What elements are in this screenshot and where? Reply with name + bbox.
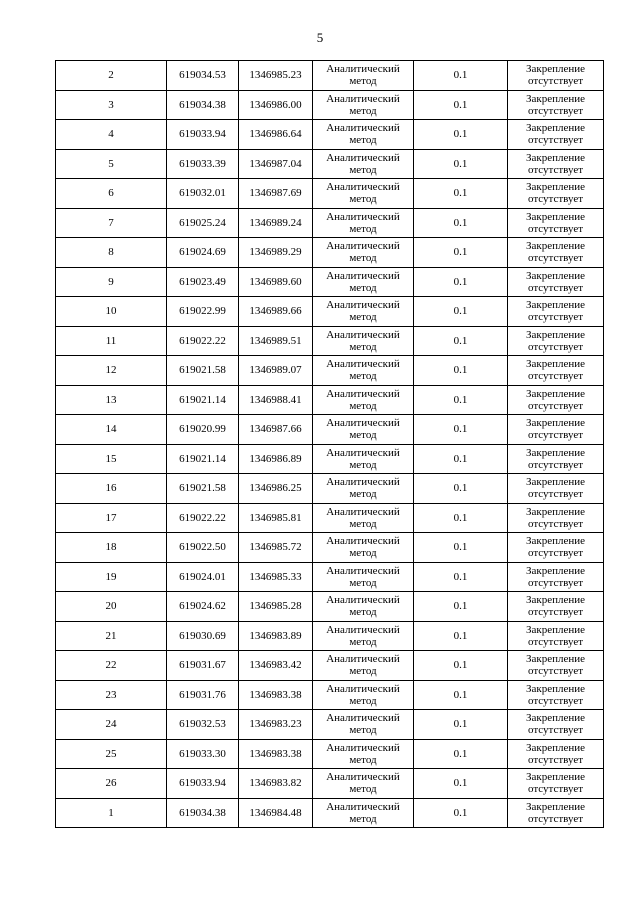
fixation-cell (508, 326, 604, 356)
method-line-1: Аналитический (326, 122, 400, 135)
table-row (56, 651, 604, 681)
fixation-line-1: Закрепление (525, 505, 586, 518)
y-coordinate: 1346989.60 (239, 267, 313, 297)
method-line-1: Аналитический (326, 63, 400, 76)
table-row (56, 326, 604, 356)
x-coordinate: 619024.69 (167, 238, 239, 268)
method-cell (313, 444, 414, 474)
point-number: 25 (56, 739, 167, 769)
method-cell (313, 90, 414, 120)
table-row (56, 533, 604, 563)
y-coordinate: 1346987.04 (239, 149, 313, 179)
y-coordinate: 1346989.24 (239, 208, 313, 238)
method-line-1: Аналитический (326, 210, 400, 223)
fixation-line-2: отсутствует (527, 134, 584, 147)
fixation-cell (508, 238, 604, 268)
method-line-1: Аналитический (326, 269, 400, 282)
method-line-1: Аналитический (326, 151, 400, 164)
x-coordinate: 619021.14 (167, 385, 239, 415)
y-coordinate: 1346985.23 (239, 61, 313, 91)
accuracy-cell: 0.1 (414, 503, 508, 533)
method-line-2: метод (349, 635, 377, 648)
fixation-line-2: отсутствует (527, 281, 584, 294)
method-line-2: метод (349, 75, 377, 88)
x-coordinate: 619022.22 (167, 503, 239, 533)
method-cell (313, 120, 414, 150)
x-coordinate: 619021.58 (167, 474, 239, 504)
method-cell (313, 415, 414, 445)
method-cell (313, 769, 414, 799)
table-row (56, 149, 604, 179)
point-number: 22 (56, 651, 167, 681)
x-coordinate: 619032.53 (167, 710, 239, 740)
fixation-cell (508, 739, 604, 769)
fixation-line-1: Закрепление (525, 122, 586, 135)
x-coordinate: 619034.53 (167, 61, 239, 91)
fixation-line-2: отсутствует (527, 724, 584, 737)
fixation-line-1: Закрепление (525, 771, 586, 784)
method-cell (313, 356, 414, 386)
y-coordinate: 1346989.51 (239, 326, 313, 356)
method-line-2: метод (349, 134, 377, 147)
fixation-line-1: Закрепление (525, 535, 586, 548)
fixation-cell (508, 592, 604, 622)
y-coordinate: 1346983.38 (239, 680, 313, 710)
point-number: 26 (56, 769, 167, 799)
table-body (56, 61, 604, 828)
method-line-1: Аналитический (326, 535, 400, 548)
fixation-line-1: Закрепление (525, 564, 586, 577)
fixation-line-2: отсутствует (527, 753, 584, 766)
accuracy-cell: 0.1 (414, 592, 508, 622)
method-line-1: Аналитический (326, 771, 400, 784)
method-line-1: Аналитический (326, 328, 400, 341)
method-cell (313, 297, 414, 327)
method-line-1: Аналитический (326, 800, 400, 813)
fixation-line-2: отсутствует (527, 576, 584, 589)
method-line-1: Аналитический (326, 653, 400, 666)
x-coordinate: 619034.38 (167, 798, 239, 828)
method-line-1: Аналитический (326, 181, 400, 194)
accuracy-cell: 0.1 (414, 238, 508, 268)
point-number: 6 (56, 179, 167, 209)
method-line-2: метод (349, 104, 377, 117)
table-row (56, 415, 604, 445)
x-coordinate: 619022.99 (167, 297, 239, 327)
point-number: 21 (56, 621, 167, 651)
fixation-line-1: Закрепление (525, 358, 586, 371)
fixation-line-2: отсутствует (527, 370, 584, 383)
method-line-2: метод (349, 783, 377, 796)
fixation-cell (508, 120, 604, 150)
table-row (56, 356, 604, 386)
fixation-line-2: отсутствует (527, 547, 584, 560)
table-row (56, 710, 604, 740)
fixation-line-2: отсутствует (527, 665, 584, 678)
method-line-1: Аналитический (326, 682, 400, 695)
accuracy-cell: 0.1 (414, 90, 508, 120)
method-line-1: Аналитический (326, 446, 400, 459)
method-line-2: метод (349, 458, 377, 471)
method-line-2: метод (349, 576, 377, 589)
table-row (56, 385, 604, 415)
point-number: 9 (56, 267, 167, 297)
method-line-2: метод (349, 753, 377, 766)
y-coordinate: 1346983.23 (239, 710, 313, 740)
x-coordinate: 619033.39 (167, 149, 239, 179)
method-line-2: метод (349, 724, 377, 737)
method-line-1: Аналитический (326, 240, 400, 253)
method-line-1: Аналитический (326, 741, 400, 754)
fixation-cell (508, 149, 604, 179)
fixation-cell (508, 680, 604, 710)
method-cell (313, 179, 414, 209)
fixation-line-1: Закрепление (525, 741, 586, 754)
y-coordinate: 1346989.66 (239, 297, 313, 327)
y-coordinate: 1346983.89 (239, 621, 313, 651)
x-coordinate: 619022.50 (167, 533, 239, 563)
method-cell (313, 326, 414, 356)
coordinates-table (55, 60, 604, 828)
x-coordinate: 619024.01 (167, 562, 239, 592)
table-row (56, 238, 604, 268)
accuracy-cell: 0.1 (414, 120, 508, 150)
method-cell (313, 621, 414, 651)
fixation-cell (508, 503, 604, 533)
fixation-line-1: Закрепление (525, 181, 586, 194)
fixation-line-1: Закрепление (525, 269, 586, 282)
accuracy-cell: 0.1 (414, 149, 508, 179)
method-line-2: метод (349, 665, 377, 678)
fixation-line-1: Закрепление (525, 594, 586, 607)
x-coordinate: 619033.94 (167, 769, 239, 799)
method-line-1: Аналитический (326, 505, 400, 518)
accuracy-cell: 0.1 (414, 415, 508, 445)
y-coordinate: 1346985.72 (239, 533, 313, 563)
method-line-1: Аналитический (326, 476, 400, 489)
table-row (56, 474, 604, 504)
accuracy-cell: 0.1 (414, 61, 508, 91)
fixation-line-1: Закрепление (525, 417, 586, 430)
accuracy-cell: 0.1 (414, 297, 508, 327)
accuracy-cell: 0.1 (414, 680, 508, 710)
point-number: 20 (56, 592, 167, 622)
table-row (56, 592, 604, 622)
method-line-2: метод (349, 281, 377, 294)
y-coordinate: 1346986.89 (239, 444, 313, 474)
fixation-line-2: отсутствует (527, 812, 584, 825)
accuracy-cell: 0.1 (414, 385, 508, 415)
method-line-2: метод (349, 694, 377, 707)
x-coordinate: 619030.69 (167, 621, 239, 651)
point-number: 4 (56, 120, 167, 150)
fixation-cell (508, 444, 604, 474)
method-line-1: Аналитический (326, 92, 400, 105)
x-coordinate: 619020.99 (167, 415, 239, 445)
method-line-1: Аналитический (326, 712, 400, 725)
table-row (56, 267, 604, 297)
method-line-2: метод (349, 547, 377, 560)
accuracy-cell: 0.1 (414, 562, 508, 592)
fixation-line-2: отсутствует (527, 222, 584, 235)
point-number: 12 (56, 356, 167, 386)
fixation-cell (508, 208, 604, 238)
fixation-line-2: отсутствует (527, 517, 584, 530)
fixation-line-2: отсутствует (527, 488, 584, 501)
method-line-1: Аналитический (326, 299, 400, 312)
fixation-cell (508, 651, 604, 681)
accuracy-cell: 0.1 (414, 710, 508, 740)
fixation-line-2: отсутствует (527, 340, 584, 353)
y-coordinate: 1346986.00 (239, 90, 313, 120)
fixation-line-1: Закрепление (525, 299, 586, 312)
method-line-2: метод (349, 488, 377, 501)
y-coordinate: 1346984.48 (239, 798, 313, 828)
method-cell (313, 61, 414, 91)
accuracy-cell: 0.1 (414, 533, 508, 563)
table-row (56, 739, 604, 769)
table-row (56, 208, 604, 238)
method-line-2: метод (349, 429, 377, 442)
point-number: 19 (56, 562, 167, 592)
accuracy-cell: 0.1 (414, 267, 508, 297)
method-cell (313, 208, 414, 238)
fixation-line-2: отсутствует (527, 606, 584, 619)
method-cell (313, 710, 414, 740)
fixation-cell (508, 61, 604, 91)
fixation-line-2: отсутствует (527, 399, 584, 412)
fixation-cell (508, 562, 604, 592)
fixation-line-2: отсутствует (527, 694, 584, 707)
method-line-1: Аналитический (326, 387, 400, 400)
method-cell (313, 238, 414, 268)
fixation-line-2: отсутствует (527, 311, 584, 324)
x-coordinate: 619033.94 (167, 120, 239, 150)
method-line-1: Аналитический (326, 564, 400, 577)
fixation-line-1: Закрепление (525, 92, 586, 105)
fixation-cell (508, 710, 604, 740)
y-coordinate: 1346988.41 (239, 385, 313, 415)
method-line-2: метод (349, 812, 377, 825)
table-row (56, 562, 604, 592)
x-coordinate: 619033.30 (167, 739, 239, 769)
accuracy-cell: 0.1 (414, 651, 508, 681)
method-cell (313, 533, 414, 563)
fixation-cell (508, 356, 604, 386)
accuracy-cell: 0.1 (414, 356, 508, 386)
fixation-line-1: Закрепление (525, 800, 586, 813)
method-line-2: метод (349, 606, 377, 619)
method-cell (313, 503, 414, 533)
table-row (56, 90, 604, 120)
fixation-line-1: Закрепление (525, 328, 586, 341)
page-number: 5 (316, 30, 324, 45)
table-row (56, 297, 604, 327)
fixation-cell (508, 90, 604, 120)
point-number: 17 (56, 503, 167, 533)
method-cell (313, 592, 414, 622)
fixation-line-1: Закрепление (525, 446, 586, 459)
fixation-cell (508, 474, 604, 504)
accuracy-cell: 0.1 (414, 798, 508, 828)
method-line-2: метод (349, 340, 377, 353)
table-row (56, 798, 604, 828)
method-cell (313, 149, 414, 179)
method-cell (313, 267, 414, 297)
fixation-line-1: Закрепление (525, 63, 586, 76)
method-line-2: метод (349, 222, 377, 235)
y-coordinate: 1346986.64 (239, 120, 313, 150)
fixation-line-2: отсутствует (527, 429, 584, 442)
fixation-line-2: отсутствует (527, 193, 584, 206)
fixation-line-1: Закрепление (525, 712, 586, 725)
fixation-line-1: Закрепление (525, 623, 586, 636)
table-row (56, 621, 604, 651)
fixation-cell (508, 267, 604, 297)
y-coordinate: 1346983.38 (239, 739, 313, 769)
accuracy-cell: 0.1 (414, 179, 508, 209)
accuracy-cell: 0.1 (414, 444, 508, 474)
point-number: 16 (56, 474, 167, 504)
method-line-2: метод (349, 193, 377, 206)
method-cell (313, 680, 414, 710)
fixation-cell (508, 621, 604, 651)
method-line-2: метод (349, 370, 377, 383)
table-row (56, 680, 604, 710)
y-coordinate: 1346985.33 (239, 562, 313, 592)
x-coordinate: 619021.58 (167, 356, 239, 386)
fixation-cell (508, 769, 604, 799)
fixation-line-2: отсутствует (527, 75, 584, 88)
point-number: 11 (56, 326, 167, 356)
point-number: 18 (56, 533, 167, 563)
method-line-2: метод (349, 252, 377, 265)
fixation-line-2: отсутствует (527, 252, 584, 265)
accuracy-cell: 0.1 (414, 208, 508, 238)
accuracy-cell: 0.1 (414, 769, 508, 799)
fixation-cell (508, 179, 604, 209)
method-line-2: метод (349, 399, 377, 412)
x-coordinate: 619034.38 (167, 90, 239, 120)
accuracy-cell: 0.1 (414, 474, 508, 504)
point-number: 23 (56, 680, 167, 710)
fixation-line-1: Закрепление (525, 387, 586, 400)
method-cell (313, 651, 414, 681)
fixation-line-2: отсутствует (527, 104, 584, 117)
method-line-1: Аналитический (326, 417, 400, 430)
x-coordinate: 619031.67 (167, 651, 239, 681)
method-line-1: Аналитический (326, 594, 400, 607)
fixation-cell (508, 297, 604, 327)
fixation-line-2: отсутствует (527, 458, 584, 471)
point-number: 7 (56, 208, 167, 238)
method-cell (313, 562, 414, 592)
method-line-1: Аналитический (326, 623, 400, 636)
point-number: 2 (56, 61, 167, 91)
x-coordinate: 619032.01 (167, 179, 239, 209)
y-coordinate: 1346987.69 (239, 179, 313, 209)
accuracy-cell: 0.1 (414, 326, 508, 356)
method-cell (313, 474, 414, 504)
fixation-line-2: отсутствует (527, 163, 584, 176)
fixation-line-1: Закрепление (525, 240, 586, 253)
table-row (56, 503, 604, 533)
fixation-cell (508, 533, 604, 563)
point-number: 8 (56, 238, 167, 268)
method-line-2: метод (349, 517, 377, 530)
point-number: 13 (56, 385, 167, 415)
fixation-line-2: отсутствует (527, 783, 584, 796)
point-number: 1 (56, 798, 167, 828)
y-coordinate: 1346985.28 (239, 592, 313, 622)
method-line-2: метод (349, 163, 377, 176)
y-coordinate: 1346989.07 (239, 356, 313, 386)
table-row (56, 444, 604, 474)
fixation-line-1: Закрепление (525, 476, 586, 489)
fixation-cell (508, 798, 604, 828)
method-line-2: метод (349, 311, 377, 324)
y-coordinate: 1346985.81 (239, 503, 313, 533)
x-coordinate: 619021.14 (167, 444, 239, 474)
table-row (56, 120, 604, 150)
method-cell (313, 385, 414, 415)
accuracy-cell: 0.1 (414, 739, 508, 769)
x-coordinate: 619024.62 (167, 592, 239, 622)
y-coordinate: 1346986.25 (239, 474, 313, 504)
method-cell (313, 798, 414, 828)
method-line-1: Аналитический (326, 358, 400, 371)
y-coordinate: 1346983.82 (239, 769, 313, 799)
fixation-line-1: Закрепление (525, 653, 586, 666)
x-coordinate: 619031.76 (167, 680, 239, 710)
fixation-cell (508, 415, 604, 445)
fixation-line-1: Закрепление (525, 682, 586, 695)
fixation-line-1: Закрепление (525, 210, 586, 223)
x-coordinate: 619023.49 (167, 267, 239, 297)
point-number: 10 (56, 297, 167, 327)
point-number: 5 (56, 149, 167, 179)
accuracy-cell: 0.1 (414, 621, 508, 651)
y-coordinate: 1346989.29 (239, 238, 313, 268)
point-number: 15 (56, 444, 167, 474)
table-row (56, 61, 604, 91)
table-row (56, 769, 604, 799)
x-coordinate: 619022.22 (167, 326, 239, 356)
y-coordinate: 1346983.42 (239, 651, 313, 681)
y-coordinate: 1346987.66 (239, 415, 313, 445)
point-number: 24 (56, 710, 167, 740)
fixation-line-1: Закрепление (525, 151, 586, 164)
point-number: 14 (56, 415, 167, 445)
x-coordinate: 619025.24 (167, 208, 239, 238)
table-row (56, 179, 604, 209)
method-cell (313, 739, 414, 769)
fixation-cell (508, 385, 604, 415)
point-number: 3 (56, 90, 167, 120)
fixation-line-2: отсутствует (527, 635, 584, 648)
